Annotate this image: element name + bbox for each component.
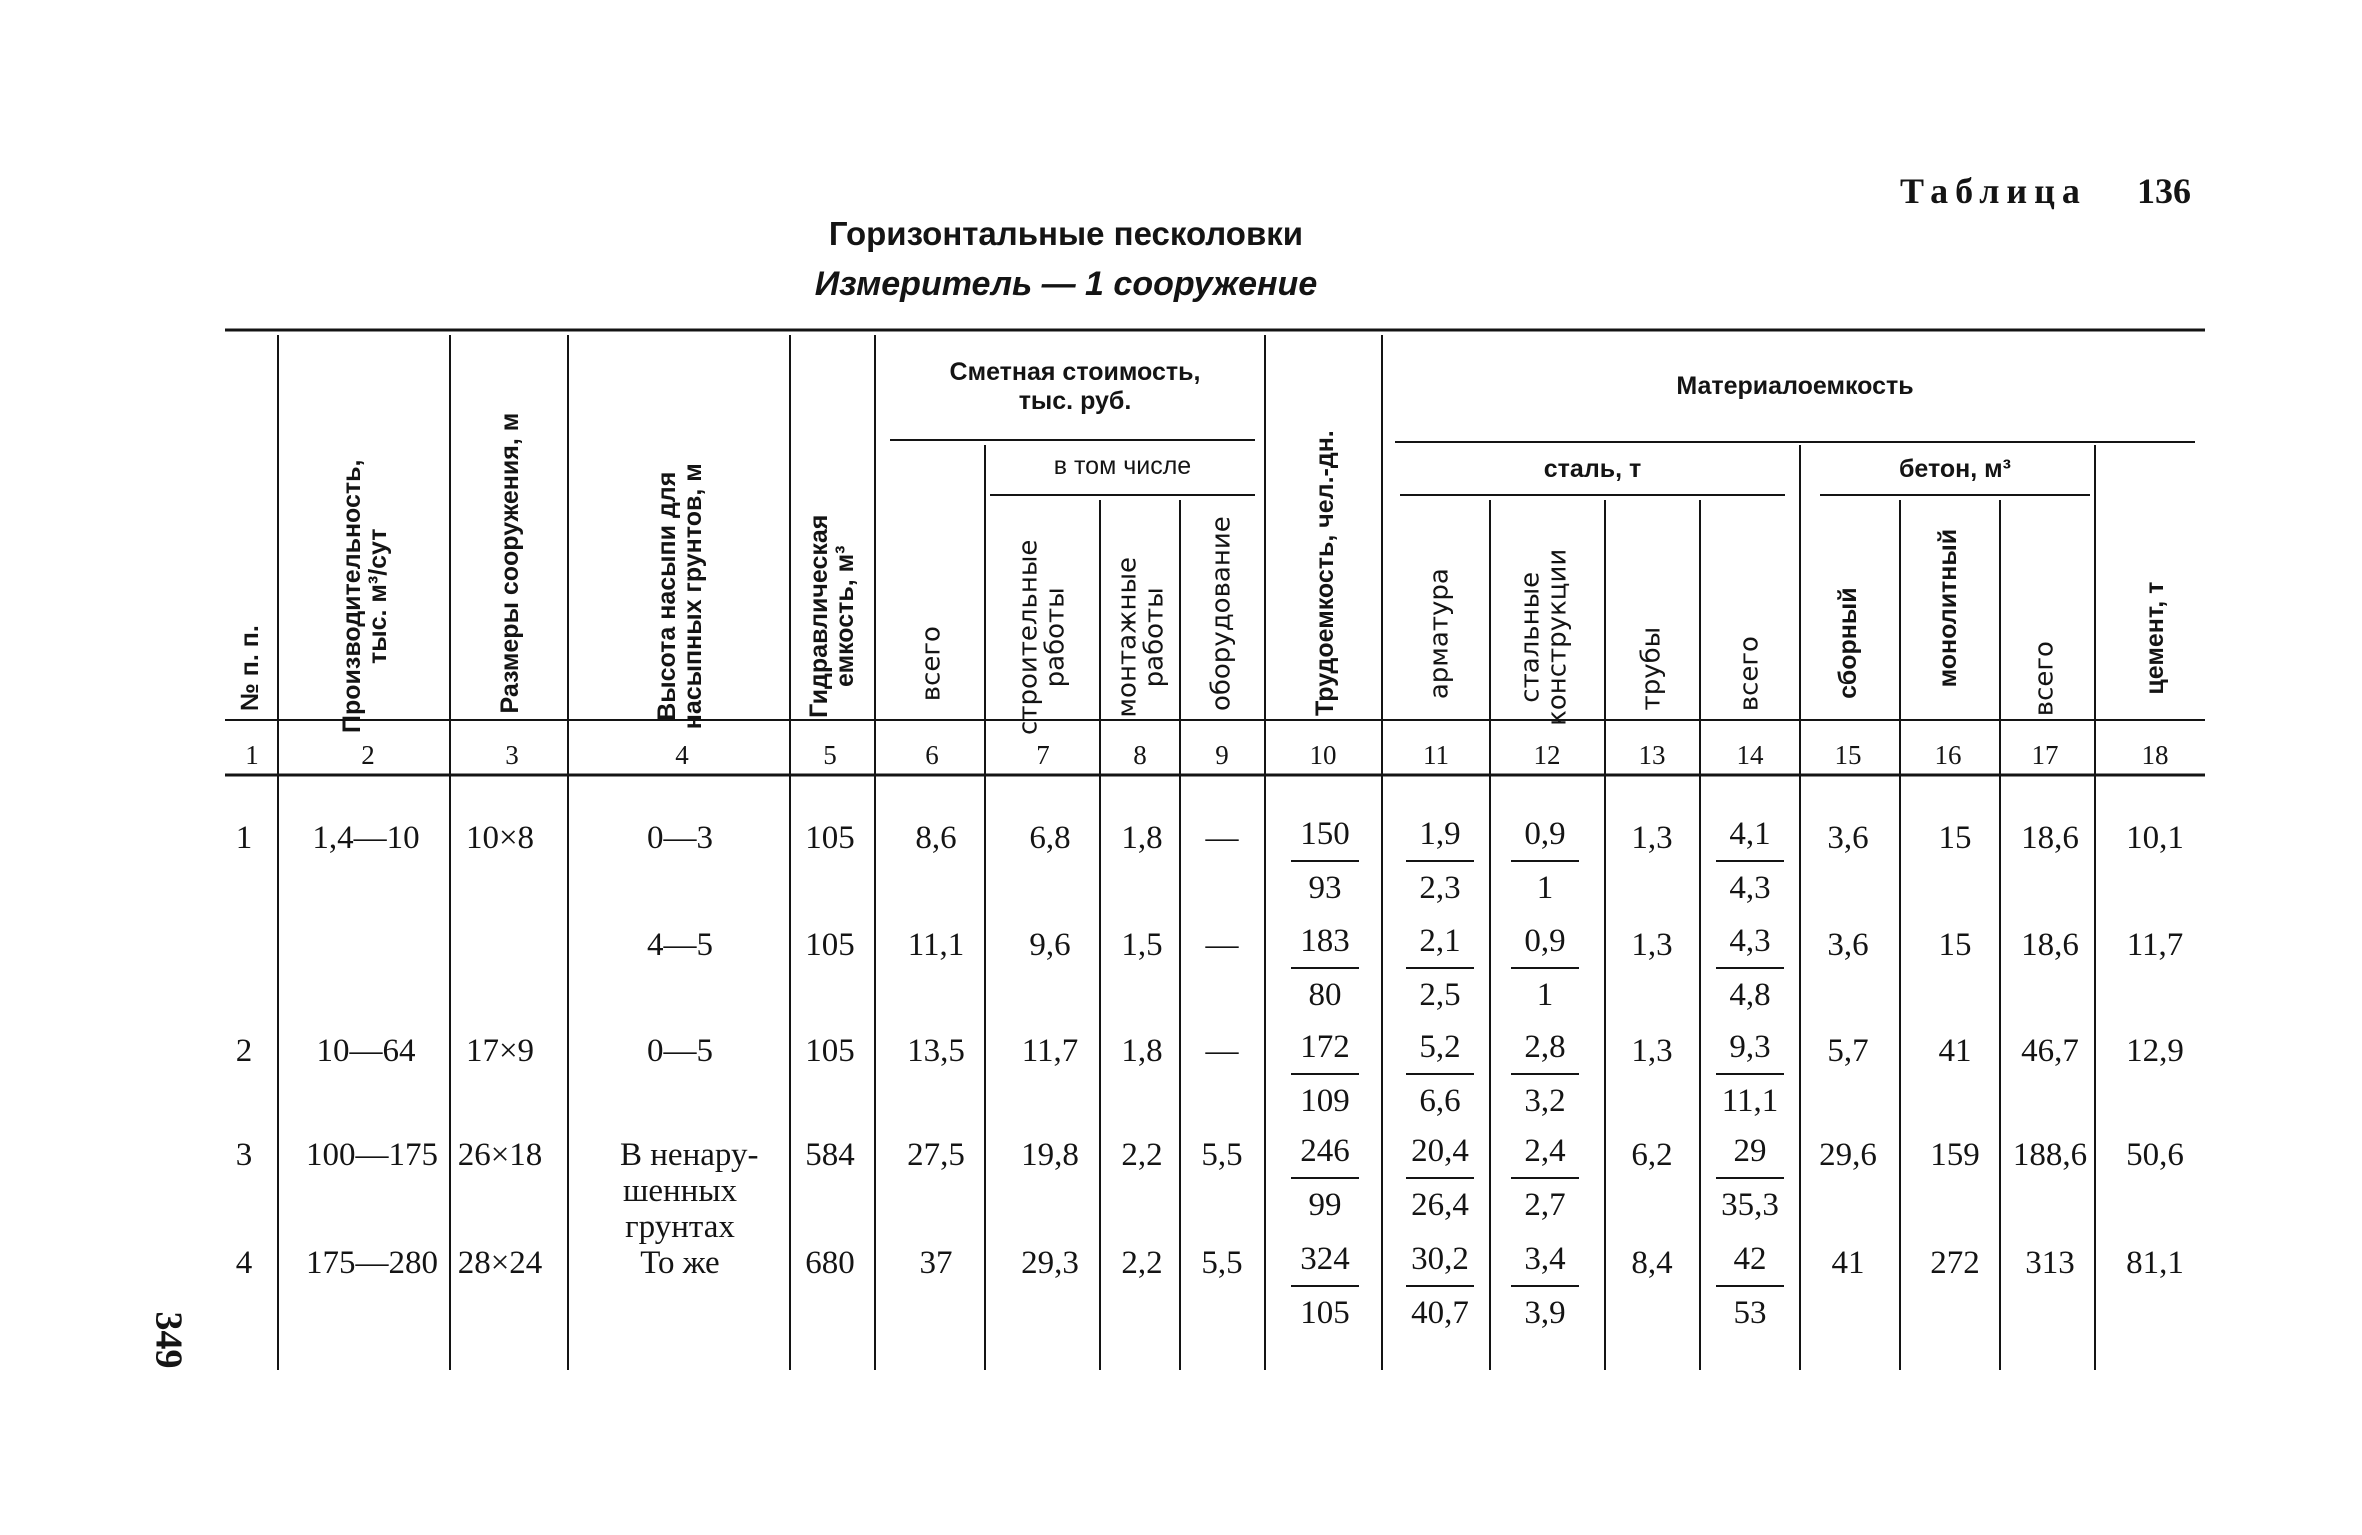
table-number: 136 [2137, 171, 2191, 211]
cell-dimensions: 10×8 [465, 820, 535, 856]
cell-fill-height: 0—3 [647, 820, 713, 856]
cell-steel-total-pair [1700, 808, 1800, 914]
header-monolithic: монолитный [1933, 528, 1962, 688]
cell-installation-cost: 1,5 [1121, 927, 1163, 963]
header-concrete-total: всего [2029, 641, 2060, 717]
cell-rebar-pair [1390, 808, 1490, 914]
cell-cost-total: 11,1 [907, 927, 965, 963]
column-number: 10 [1309, 740, 1337, 770]
header-pipes: трубы [1636, 626, 1667, 711]
cell-steel-structures-pair [1495, 1125, 1595, 1231]
column-number: 15 [1834, 740, 1862, 770]
cell-cost-total: 13,5 [907, 1033, 965, 1069]
cell-pipes: 1,3 [1631, 1033, 1673, 1069]
value-top: 2,8 [1511, 1021, 1579, 1075]
table-label: Таблица [1900, 171, 2087, 211]
cell-row-number: 1 [235, 820, 253, 856]
value-top: 42 [1716, 1233, 1784, 1287]
cell-construction-cost: 9,6 [1029, 927, 1071, 963]
cell-capacity: 105 [805, 1033, 855, 1069]
cell-prefab-concrete: 29,6 [1819, 1137, 1877, 1173]
cell-rebar-pair [1390, 1021, 1490, 1127]
cell-equipment-cost: 5,5 [1201, 1137, 1243, 1173]
column-number: 13 [1638, 740, 1666, 770]
value-top: 1,9 [1406, 808, 1474, 862]
cell-cost-total: 27,5 [907, 1137, 965, 1173]
cell-row-number: 2 [235, 1033, 253, 1069]
value-bottom: 80 [1308, 977, 1342, 1013]
value-bottom: 53 [1733, 1295, 1767, 1331]
cell-capacity: 584 [805, 1137, 855, 1173]
column-number: 7 [1036, 740, 1050, 770]
cell-capacity: 105 [805, 927, 855, 963]
cell-productivity: 1,4—10 [312, 820, 420, 856]
cell-installation-cost: 2,2 [1121, 1245, 1163, 1281]
value-bottom: 2,5 [1419, 977, 1461, 1013]
value-top: 4,1 [1716, 808, 1784, 862]
column-number: 2 [361, 740, 375, 770]
cell-capacity: 680 [805, 1245, 855, 1281]
cell-construction-cost: 6,8 [1029, 820, 1071, 856]
column-number: 1 [245, 740, 259, 770]
cell-equipment-cost: — [1205, 1033, 1239, 1069]
cell-steel-structures-pair [1495, 808, 1595, 914]
cell-fill-height: 0—5 [647, 1033, 713, 1069]
value-bottom: 3,9 [1524, 1295, 1566, 1331]
cell-rebar-pair [1390, 1125, 1490, 1231]
header-steel-total: всего [1734, 636, 1765, 712]
header-steel-structures: стальные конструкции [1515, 548, 1573, 726]
cell-equipment-cost: — [1205, 927, 1239, 963]
cell-concrete-total: 313 [2025, 1245, 2075, 1281]
cell-steel-total-pair [1700, 1125, 1800, 1231]
value-top: 246 [1291, 1125, 1359, 1179]
cell-prefab-concrete: 5,7 [1827, 1033, 1869, 1069]
cell-productivity: 175—280 [306, 1245, 438, 1281]
cell-steel-total-pair [1700, 915, 1800, 1021]
cell-equipment-cost: 5,5 [1201, 1245, 1243, 1281]
cell-cost-total: 8,6 [915, 820, 957, 856]
value-top: 2,4 [1511, 1125, 1579, 1179]
value-top: 183 [1291, 915, 1359, 969]
header-equipment: оборудование [1206, 516, 1237, 712]
cell-dimensions: 26×18 [457, 1137, 543, 1173]
header-materials: Материалоемкость [1676, 372, 1914, 400]
value-bottom: 109 [1300, 1083, 1350, 1119]
header-installation: монтажные работы [1112, 557, 1170, 718]
cell-construction-cost: 29,3 [1021, 1245, 1079, 1281]
value-top: 150 [1291, 808, 1359, 862]
column-number: 9 [1215, 740, 1229, 770]
cell-pipes: 6,2 [1631, 1137, 1673, 1173]
header-construction: строительные работы [1013, 539, 1071, 735]
cell-cement: 10,1 [2126, 820, 2184, 856]
cell-steel-structures-pair [1495, 1233, 1595, 1339]
value-bottom: 2,7 [1524, 1187, 1566, 1223]
column-number: 18 [2141, 740, 2169, 770]
cell-construction-cost: 19,8 [1021, 1137, 1079, 1173]
column-number: 3 [505, 740, 519, 770]
cell-pipes: 1,3 [1631, 927, 1673, 963]
cell-installation-cost: 2,2 [1121, 1137, 1163, 1173]
cell-labor-pair [1275, 808, 1375, 914]
column-number: 4 [675, 740, 689, 770]
table-title: Горизонтальные песколовки [828, 215, 1304, 252]
cell-concrete-total: 46,7 [2021, 1033, 2079, 1069]
cell-labor-pair [1275, 915, 1375, 1021]
column-number: 16 [1934, 740, 1962, 770]
value-bottom: 6,6 [1419, 1083, 1461, 1119]
value-top: 172 [1291, 1021, 1359, 1075]
column-number: 11 [1423, 740, 1449, 770]
value-bottom: 105 [1300, 1295, 1350, 1331]
value-bottom: 40,7 [1411, 1295, 1469, 1331]
value-top: 9,3 [1716, 1021, 1784, 1075]
value-top: 4,3 [1716, 915, 1784, 969]
cell-prefab-concrete: 41 [1831, 1245, 1865, 1281]
cell-fill-height: 4—5 [647, 927, 713, 963]
value-bottom: 4,8 [1729, 977, 1771, 1013]
cell-pipes: 8,4 [1631, 1245, 1673, 1281]
value-top: 0,9 [1511, 808, 1579, 862]
cell-prefab-concrete: 3,6 [1827, 927, 1869, 963]
column-number: 12 [1533, 740, 1561, 770]
cell-fill-height-line: грунтах [625, 1209, 735, 1245]
cell-monolithic-concrete: 159 [1930, 1137, 1980, 1173]
header-concrete: бетон, м³ [1898, 455, 2011, 483]
column-number: 14 [1736, 740, 1764, 770]
header-productivity: Производительность, тыс. м³/сут [337, 459, 392, 733]
cell-pipes: 1,3 [1631, 820, 1673, 856]
cell-construction-cost: 11,7 [1021, 1033, 1079, 1069]
cell-dimensions: 17×9 [465, 1033, 535, 1069]
cell-steel-structures-pair [1495, 915, 1595, 1021]
cell-productivity: 10—64 [316, 1033, 416, 1069]
cell-rebar-pair [1390, 915, 1490, 1021]
column-number: 17 [2031, 740, 2059, 770]
header-prefab: сборный [1833, 587, 1862, 699]
cell-cement: 50,6 [2126, 1137, 2184, 1173]
value-bottom: 93 [1308, 870, 1342, 906]
cell-prefab-concrete: 3,6 [1827, 820, 1869, 856]
header-rebar: арматура [1424, 568, 1455, 700]
cell-dimensions: 28×24 [457, 1245, 543, 1281]
value-top: 0,9 [1511, 915, 1579, 969]
cell-labor-pair [1275, 1233, 1375, 1339]
cell-labor-pair [1275, 1021, 1375, 1127]
cell-cost-total: 37 [919, 1245, 953, 1281]
column-number: 8 [1133, 740, 1147, 770]
cell-fill-height: То же [640, 1245, 720, 1281]
cell-concrete-total: 18,6 [2021, 927, 2079, 963]
cell-equipment-cost: — [1205, 820, 1239, 856]
header-fill-height: Высота насыпи для насыпных грунтов, м [652, 463, 707, 730]
cell-steel-total-pair [1700, 1233, 1800, 1339]
cell-capacity: 105 [805, 820, 855, 856]
header-number: № п. п. [235, 625, 264, 712]
page-number: 349 [147, 1311, 190, 1369]
value-bottom: 35,3 [1721, 1187, 1779, 1223]
cell-steel-total-pair [1700, 1021, 1800, 1127]
value-bottom: 1 [1536, 977, 1554, 1013]
value-bottom: 2,3 [1419, 870, 1461, 906]
cell-cement: 12,9 [2126, 1033, 2184, 1069]
value-top: 29 [1716, 1125, 1784, 1179]
cell-cement: 11,7 [2126, 927, 2184, 963]
value-bottom: 11,1 [1721, 1083, 1779, 1119]
cell-fill-height: В ненару- [620, 1137, 759, 1173]
header-labor: Трудоемкость, чел.-дн. [1310, 430, 1339, 717]
cell-labor-pair [1275, 1125, 1375, 1231]
header-cement: цемент, т [2140, 581, 2169, 695]
header-steel: сталь, т [1543, 455, 1642, 483]
column-number: 5 [823, 740, 837, 770]
value-bottom: 3,2 [1524, 1083, 1566, 1119]
header-including: в том числе [1053, 452, 1192, 480]
cell-monolithic-concrete: 15 [1938, 820, 1972, 856]
value-top: 2,1 [1406, 915, 1474, 969]
value-bottom: 1 [1536, 870, 1554, 906]
value-bottom: 26,4 [1411, 1187, 1469, 1223]
value-top: 20,4 [1406, 1125, 1474, 1179]
value-bottom: 99 [1308, 1187, 1342, 1223]
cell-row-number: 3 [235, 1137, 253, 1173]
value-bottom: 4,3 [1729, 870, 1771, 906]
value-top: 5,2 [1406, 1021, 1474, 1075]
value-top: 3,4 [1511, 1233, 1579, 1287]
table-subtitle: Измеритель — 1 сооружение [814, 265, 1318, 303]
cell-productivity: 100—175 [306, 1137, 438, 1173]
column-number: 6 [925, 740, 939, 770]
cell-installation-cost: 1,8 [1121, 820, 1163, 856]
cell-installation-cost: 1,8 [1121, 1033, 1163, 1069]
header-capacity: Гидравлическая емкость, м³ [804, 514, 859, 718]
cell-steel-structures-pair [1495, 1021, 1595, 1127]
cell-monolithic-concrete: 272 [1930, 1245, 1980, 1281]
value-top: 324 [1291, 1233, 1359, 1287]
value-top: 30,2 [1406, 1233, 1474, 1287]
header-cost: Сметная стоимость, тыс. руб. [949, 358, 1201, 415]
cell-monolithic-concrete: 41 [1938, 1033, 1972, 1069]
cell-rebar-pair [1390, 1233, 1490, 1339]
cell-monolithic-concrete: 15 [1938, 927, 1972, 963]
cell-concrete-total: 18,6 [2021, 820, 2079, 856]
cell-fill-height-line: шенных [622, 1173, 738, 1209]
cell-row-number: 4 [235, 1245, 253, 1281]
header-cost-total: всего [916, 626, 947, 702]
cell-cement: 81,1 [2126, 1245, 2184, 1281]
header-size: Размеры сооружения, м [495, 412, 524, 714]
cell-concrete-total: 188,6 [2012, 1137, 2088, 1173]
